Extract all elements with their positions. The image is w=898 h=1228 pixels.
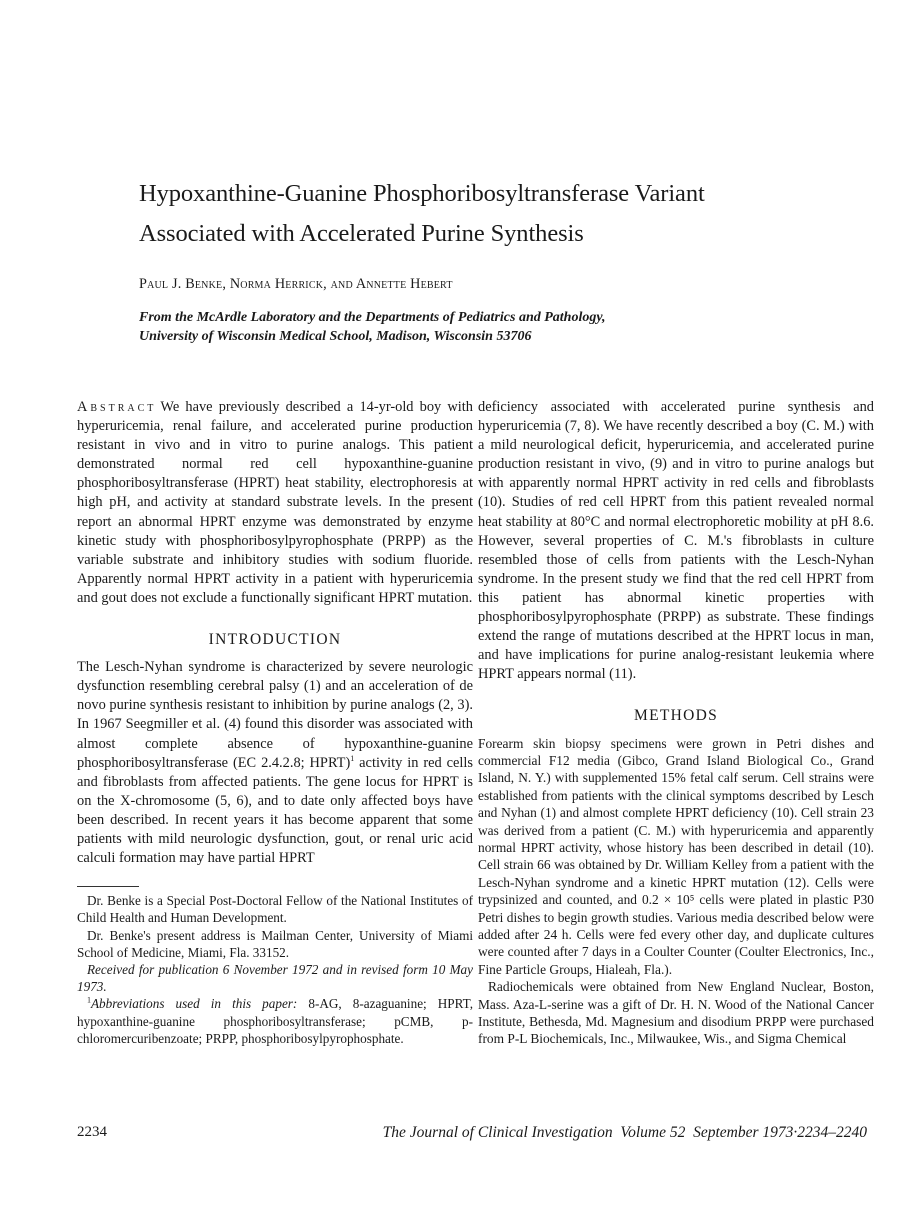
introduction-heading: INTRODUCTION bbox=[208, 631, 342, 649]
affiliation-line-2: University of Wisconsin Medical School, Madison, Wisconsin 53706 bbox=[139, 329, 532, 344]
methods-paragraph-2: Radiochemicals were obtained from New England Nuclear, Boston, Mass. Aza-L-serine was a gift of Dr. H. N. Wood of the National Cancer Institute, Bethesda, Md. Magnesium and disodium PRPP were purchased from P-L Biochemicals, Inc., Milwaukee, Wis., and Sigma Chemical bbox=[478, 979, 874, 1047]
abstract bbox=[77, 398, 473, 608]
footnote-received: Received for publication 6 November 1972 and in revised form 10 May 1973. bbox=[77, 961, 473, 995]
abbrev-text: 8-AG, 8-azaguanine; HPRT, hypoxanthine-guanine phosphoribosyltransferase; pCMB, p-chloromercuribenzoate; PRPP, phosphoribosylpyrophosphate. bbox=[77, 996, 473, 1046]
footnote-address: Dr. Benke's present address is Mailman Center, University of Miami School of Medicine, Miami, Fla. 33152. bbox=[77, 927, 473, 960]
introduction-text-right: deficiency associated with accelerated purine synthesis and hyperuricemia (7, 8). We have recently described a boy (C. M.) with a mild neurological deficit, hyperuricemia, and accelerated purine production resistant in vivo, (9) and in vitro to purine analogs but with apparently normal HPRT activity in red cells and fibroblasts (10). Studies of red cell HPRT from this patient revealed normal heat stability at 80°C and normal electrophoretic mobility at pH 8.6. However, several properties of C. M.'s fibroblasts in culture resembled those of cells from patients with the Lesch-Nyhan syndrome. In the present study we find that the red cell HPRT from this patient has abnormal kinetic properties with phosphoribosylpyrophosphate (PRPP) as substrate. These findings extend the range of mutations described at the HPRT locus in man, and have implications for purine analog-resistant leukemia where HPRT appears normal (11). bbox=[478, 399, 874, 683]
footnote-fellowship: Dr. Benke is a Special Post-Doctoral Fellow of the National Institutes of Child Health and Human Development. bbox=[77, 893, 473, 926]
affiliation bbox=[139, 308, 759, 346]
abbrev-label: Abbreviations used in this paper: bbox=[91, 996, 298, 1012]
author-list: Paul J. Benke, Norma Herrick, and Annette Hebert bbox=[139, 276, 453, 292]
methods-body bbox=[478, 735, 874, 1048]
abbrev-marker: 1 bbox=[87, 995, 91, 1005]
footnote-marker[interactable]: 1 bbox=[350, 753, 355, 763]
abstract-label: Abstract bbox=[77, 399, 157, 415]
footnotes bbox=[77, 892, 473, 1047]
affiliation-line-1: From the McArdle Laboratory and the Departments of Pediatrics and Pathology, bbox=[139, 310, 606, 325]
title-line-2: Associated with Accelerated Purine Synthesis bbox=[139, 220, 584, 247]
footnote-divider bbox=[77, 886, 139, 887]
journal-citation: The Journal of Clinical Investigation Volume 52 September 1973·2234–2240 bbox=[382, 1124, 867, 1141]
methods-paragraph-1: Forearm skin biopsy specimens were grown in Petri dishes and commercial F12 media (Gibco, Grand Island Biological Co., Grand Island, N. Y.) with supplemented 15% fetal calf serum. Cell strains were established from patients with the clinical symptoms described by Lesch and Nyhan (1) and almost complete HPRT deficiency (10). Cell strain 23 was derived from a patient (C. M.) with hyperuricemia and apparently normal HPRT activity, whose history has been described in detail (10). Cell strain 66 was obtained by Dr. William Kelley from a patient with the Lesch-Nyhan syndrome and a kinetic HPRT mutation (12). Cells were trypsinized and counted, and 0.2 × 10⁵ cells were plated in plastic P30 Petri dishes to begin growth studies. Various media described below were added after 24 h. Cells were fed every other day, and duplicate cultures were counted after 7 days in a Coulter Counter (Coulter Electronics, Inc., Fine Particle Groups, Hialeah, Fla.). bbox=[478, 735, 874, 977]
intro-text-part-b: activity in red cells and fibroblasts from affected patients. The gene locus for HPRT is on the X-chromosome (5, 6), and to date only affected boys have been described. In recent years it has become apparent that some patients with mild neurologic dysfunction, gout, or renal uric acid calculi formation may have partial HPRT bbox=[77, 754, 473, 867]
methods-heading: METHODS bbox=[633, 707, 719, 725]
paper-title bbox=[139, 174, 839, 254]
abstract-text: We have previously described a 14-yr-old boy with hyperuricemia, renal failure, and accelerated purine production resistant in vivo and in vitro to purine analogs. This patient demonstrated normal red cell hypoxanthine-guanine phosphoribosyltransferase (HPRT) heat stability, electrophoresis at high pH, and activity at standard substrate levels. In the present report an abnormal HPRT enzyme was demonstrated by enzyme kinetic study with phosphoribosylpyrophosphate (PRPP) as the variable substrate and inhibitory studies with sodium fluoride. Apparently normal HPRT activity in a patient with hyperuricemia and gout does not exclude a functionally significant HPRT mutation. bbox=[77, 399, 473, 606]
left-column bbox=[77, 398, 473, 1047]
footnote-abbreviations bbox=[77, 995, 473, 1047]
introduction-text-left bbox=[77, 658, 473, 868]
right-column bbox=[478, 398, 874, 1048]
title-line-1: Hypoxanthine-Guanine Phosphoribosyltransferase Variant bbox=[139, 180, 705, 207]
intro-text-part-a: The Lesch-Nyhan syndrome is characterized by severe neurologic dysfunction resembling cerebral palsy (1) and an acceleration of de novo purine synthesis resistant to inhibition by purine analogs (2, 3). In 1967 Seegmiller et al. (4) found this disorder was associated with almost complete absence of hypoxanthine-guanine phosphoribosyltransferase (EC 2.4.2.8; HPRT) bbox=[77, 659, 473, 771]
page-number: 2234 bbox=[77, 1124, 107, 1140]
